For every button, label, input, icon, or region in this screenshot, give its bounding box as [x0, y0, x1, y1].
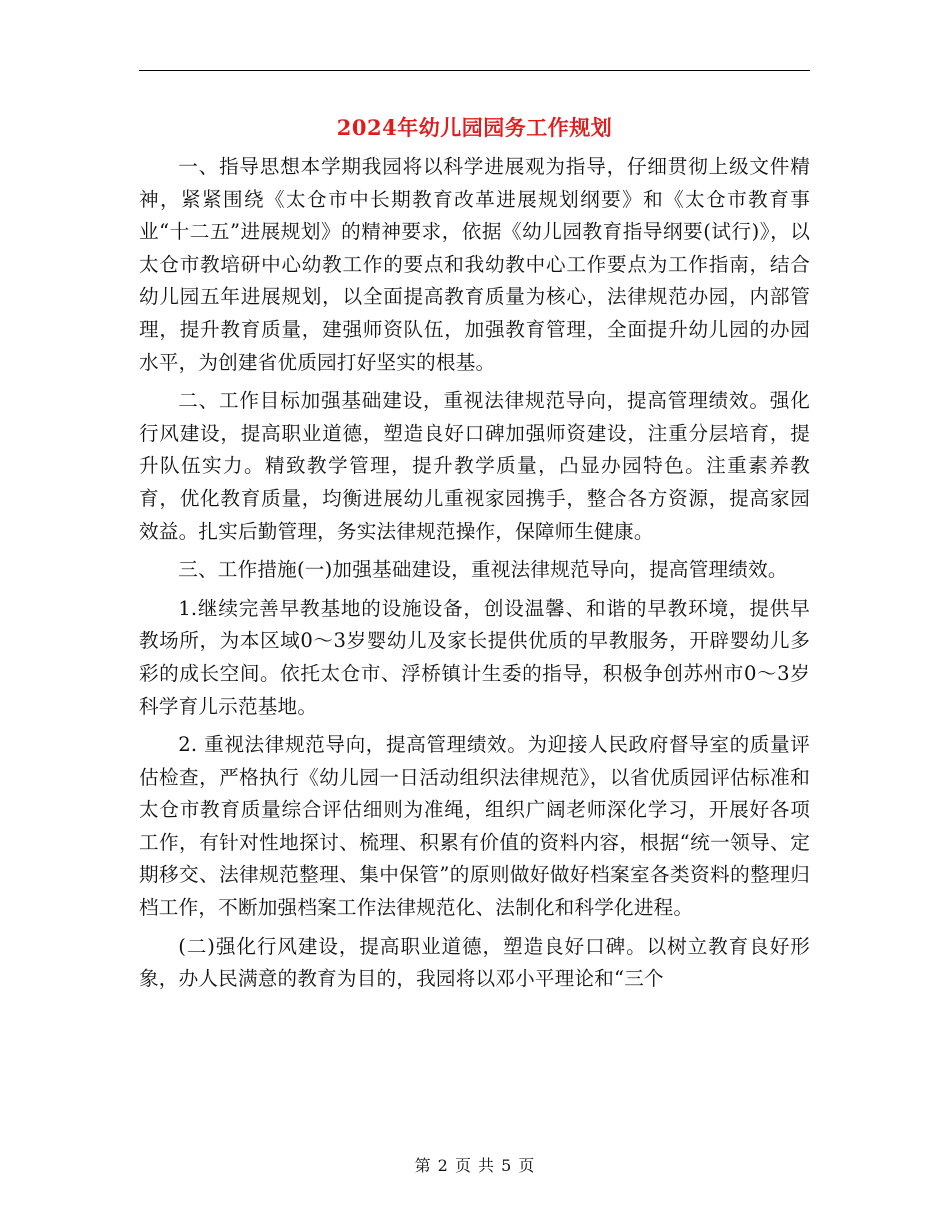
paragraph-work-measures: 三、工作措施(一)加强基础建设，重视法律规范导向，提高管理绩效。 — [178, 558, 788, 582]
paragraph-section-2: (二)强化行风建设，提高职业道德，塑造良好口碑。以树立教育良好形象，办人民满意的教育为目的，我园将以邓小平理论和“三个 — [139, 934, 810, 991]
header-rule — [139, 70, 810, 71]
paragraph-measure-2: 2. 重视法律规范导向，提高管理绩效。为迎接人民政府督导室的质量评估检查，严格执行《幼儿园一日活动组织法律规范》，以省优质园评估标准和太仓市教育质量综合评估细则为准绳，组织广阔老师深化学习，开展好各项工作，有针对性地探讨、梳理、积累有价值的资料内容，根据“统一领导、定期移交、法律规范整理、集中保管”的原则做好做好档案室各类资料的整理归档工作，不断加强档案工作法律规范化、法制化和科学化进程。 — [139, 733, 810, 920]
paragraph-work-goals: 二、工作目标加强基础建设，重视法律规范导向，提高管理绩效。强化行风建设，提高职业道德，塑造良好口碑加强师资建设，注重分层培育，提升队伍实力。精致教学管理，提升教学质量，凸显办园特色。注重素养教育，优化教育质量，均衡进展幼儿重视家园携手，整合各方资源，提高家园效益。扎实后勤管理，务实法律规范操作，保障师生健康。 — [139, 389, 810, 543]
document-body — [139, 151, 810, 1002]
page-number-footer: 第 2 页 共 5 页 — [414, 1156, 536, 1175]
document-title: 2024年幼儿园园务工作规划 — [336, 115, 613, 140]
paragraph-measure-1: 1.继续完善早教基地的设施设备，创设温馨、和谐的早教环境，提供早教场所，为本区域0～3岁婴幼儿及家长提供优质的早教服务，开辟婴幼儿多彩的成长空间。依托太仓市、浮桥镇计生委的指导，积极争创苏州市0～3岁科学育儿示范基地。 — [139, 596, 810, 718]
paragraph-guiding-ideology: 一、指导思想本学期我园将以科学进展观为指导，仔细贯彻上级文件精神，紧紧围绕《太仓市中长期教育改革进展规划纲要》和《太仓市教育事业“十二五”进展规划》的精神要求，依据《幼儿园教育指导纲要(试行)》，以太仓市教培研中心幼教工作的要点和我幼教中心工作要点为工作指南，结合幼儿园五年进展规划，以全面提高教育质量为核心，法律规范办园，内部管理，提升教育质量，建强师资队伍，加强教育管理，全面提升幼儿园的办园水平，为创建省优质园打好坚实的根基。 — [139, 155, 810, 374]
